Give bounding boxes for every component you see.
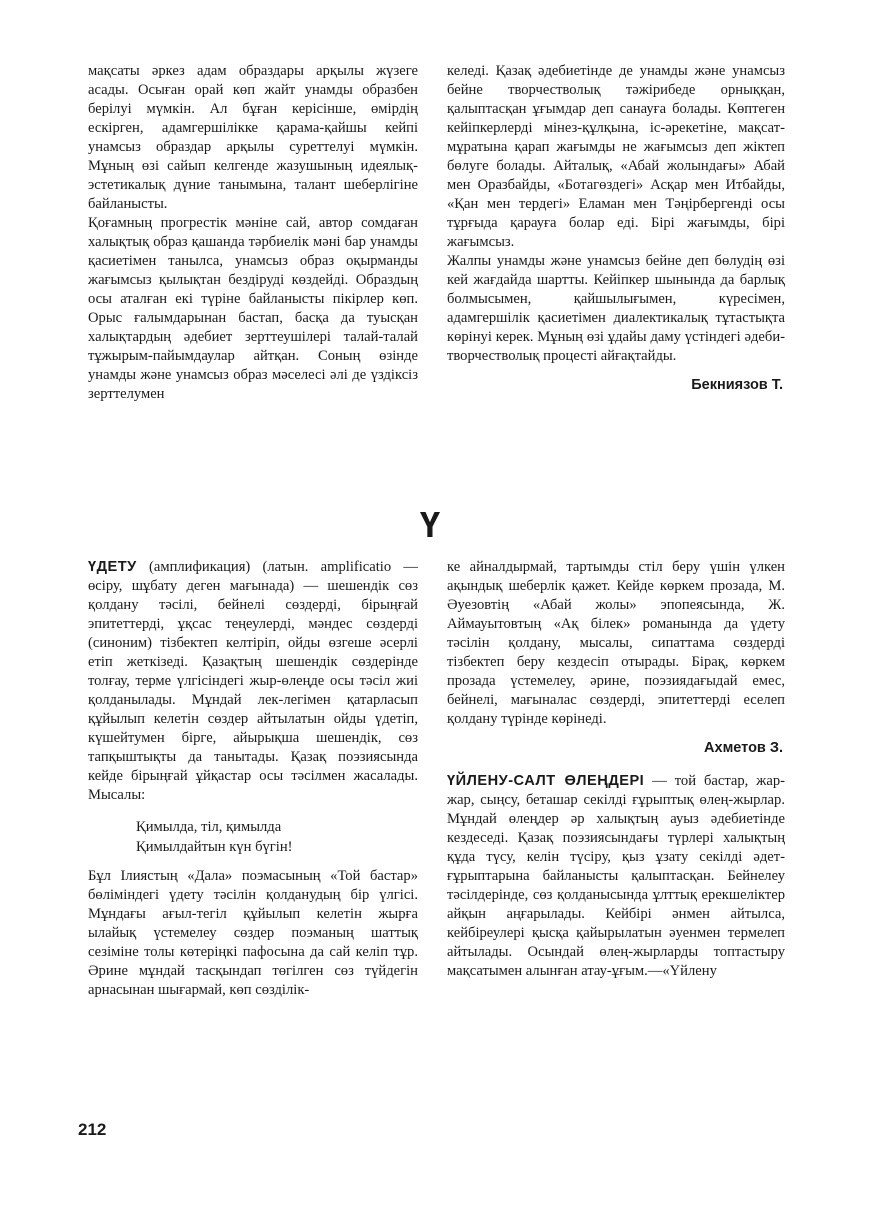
paragraph: Жалпы унамды және унамсыз бейне деп бөлудің өзі кей жағдайда шартты. Кейіпкер шынында да барлық болмысымен, қайшылығымен, күресімен, адамгершілік қасиетімен диалектикалық тұтастықта көрінуі керек. Мұның өзі ұдайы даму үстіндегі әдеби-творчестволық процесті айғақтайды.: [447, 253, 785, 364]
section-letter: Ү: [419, 504, 441, 545]
verse-quote: [136, 817, 418, 857]
paragraph: мақсаты әркез адам образдары арқылы жүзеге асады. Осыған орай көп жайт унамды образбен берілуі мүмкін. Ал бұған керісінше, өмірдің ескірген, адамгершілікке қарама-қайшы кейпі унамсыз образдар арқылы суреттелуі мүмкін. Мұның өзі сайып келгенде жазушының идеялық-эстетикалық дүние танымына, талант шеберлігіне байланысты.: [88, 63, 418, 212]
entry-paragraph: [447, 772, 785, 981]
entry-term: ҮДЕТУ: [88, 559, 137, 575]
paragraph: Бұл Ілиястың «Дала» поэмасының «Той бастар» бөліміндегі үдету тәсілін қолданудың бір үлгісі. Мұндағы ағыл-тегіл құйылып келетін жырға ылайық үстемелеу сөздер поэманың шаттық сезіміне толы көтеріңкі пафосына да сай келіп тұр. Әрине мұндай тасқындап төгілген сөз түйдегін арнасынан шығармай, көп сөзділік-: [88, 868, 418, 998]
column-bottom-right: [447, 558, 785, 981]
entry-term: ҮЙЛЕНУ-САЛТ ӨЛЕҢДЕРІ: [447, 773, 645, 789]
author-signature: Ахметов З.: [704, 740, 783, 756]
column-top-right: [447, 62, 785, 395]
entry-paragraph: [88, 558, 418, 805]
paragraph: келеді. Қазақ әдебиетінде де унамды және унамсыз бейне творчестволық тәжірибеде орныққан, қалыптасқан ұғымдар деп санауға болады. Көптеген кейіпкерлерді мінез-құлқына, іс-әрекетіне, мақсат-мұратына қарап жағымды не жағымсыз деп жіктеп бөлуге болады. Айталық, «Абай жолындағы» Абай мен Оразбайды, «Ботагөздегі» Асқар мен Итбайды, «Қан мен тердегі» Еламан мен Тәңірбергенді осы тұрғыда қарауға болар еді. Бірі жағымды, бірі жағымсыз.: [447, 63, 785, 250]
entry-definition: (амплификация) (латын. amplificatio — өсіру, шұбату деген мағынада) — шешендік сөз қолдану тәсілі, бейнелі сөздерді, бірыңғай эпитеттерді, ұқсас теңеулерді, мәндес сөздерді (синоним) тізбектеп келтіріп, ойды өзгеше әсерлі етіп жеткізеді. Қазақтың шешендік сөздерінде толғау, терме үлгісіндегі жыр-өлеңде осы тәсіл жиі қолданылады. Мұндай лек-легімен қатарласып құйылып келетін сөздер айтылатын ойды үдетіп, күшейтумен бірге, айырықша шешендік, сөз тапқыштықты да танытады. Қазақ поэзиясында кейде бірыңғай ұйқастар осы тәсілмен жасалады. Мысалы:: [88, 559, 418, 803]
paragraph: ке айналдырмай, тартымды стіл беру үшін үлкен ақындық шеберлік қажет. Кейде көркем прозада, М. Әуезовтің «Абай жолы» эпопеясында, Ж. Аймауытовтың «Ақ білек» романында да үдету тәсілін қолдану, мысалы, сипаттама сөздерді тізбектеп беру кездесіп отырады. Бірақ, көркем прозада үстемелеу, әрине, поэзиядағыдай емес, бейнелі, мағыналас сөздерді, эпитеттерді еселеп қолдану түрінде көрінеді.: [447, 559, 785, 727]
paragraph: Қоғамның прогрестік мәніне сай, автор сомдаған халықтық образ қашанда тәрбиелік мәні бар унамды қасиетімен танылса, унамсыз образ оқырманды жағымсыз қылықтан бездіруді көздейді. Образдың осы аталған екі түріне байланысты пікірлер көп. Орыс ғалымдарынан бастап, басқа да туысқан халықтардың әдебиет зерттеушілері талай-талай тұжырым-пайымдаулар айтқан. Соның өзінде унамды және унамсыз образ мәселесі әлі де үздіксіз зерттелумен: [88, 215, 418, 402]
entry-definition: — той бастар, жар-жар, сыңсу, беташар секілді ғұрыптық өлең-жырлар. Мұндай өлеңдер әр халықтың ауыз әдебиетінде кездеседі. Қазақ поэзиясындағы түрлері халықтың құда түсу, келін түсіру, қыз ұзату секілді әдет-ғұрыптарына байланысты қалыптасқан. Бейнелеу тәсілдерінде, сөз қолданысында ұлттық ерекшеліктер айқын аңғарылады. Кейбірі әнмен айтылса, кейбіреулері қысқа қайырылатын әуенмен термелеп айтылады. Осындай өлең-жырларды топтастыру мақсатымен алынған атау-ұғым.—«Үйлену: [447, 773, 785, 979]
verse-line: Қимылда, тіл, қимылда: [136, 819, 282, 835]
author-signature: Бекниязов Т.: [691, 377, 783, 393]
page-number: 212: [78, 1120, 107, 1139]
verse-line: Қимылдайтын күн бүгін!: [136, 839, 293, 855]
column-top-left: [88, 62, 418, 404]
column-bottom-left: [88, 558, 418, 1000]
